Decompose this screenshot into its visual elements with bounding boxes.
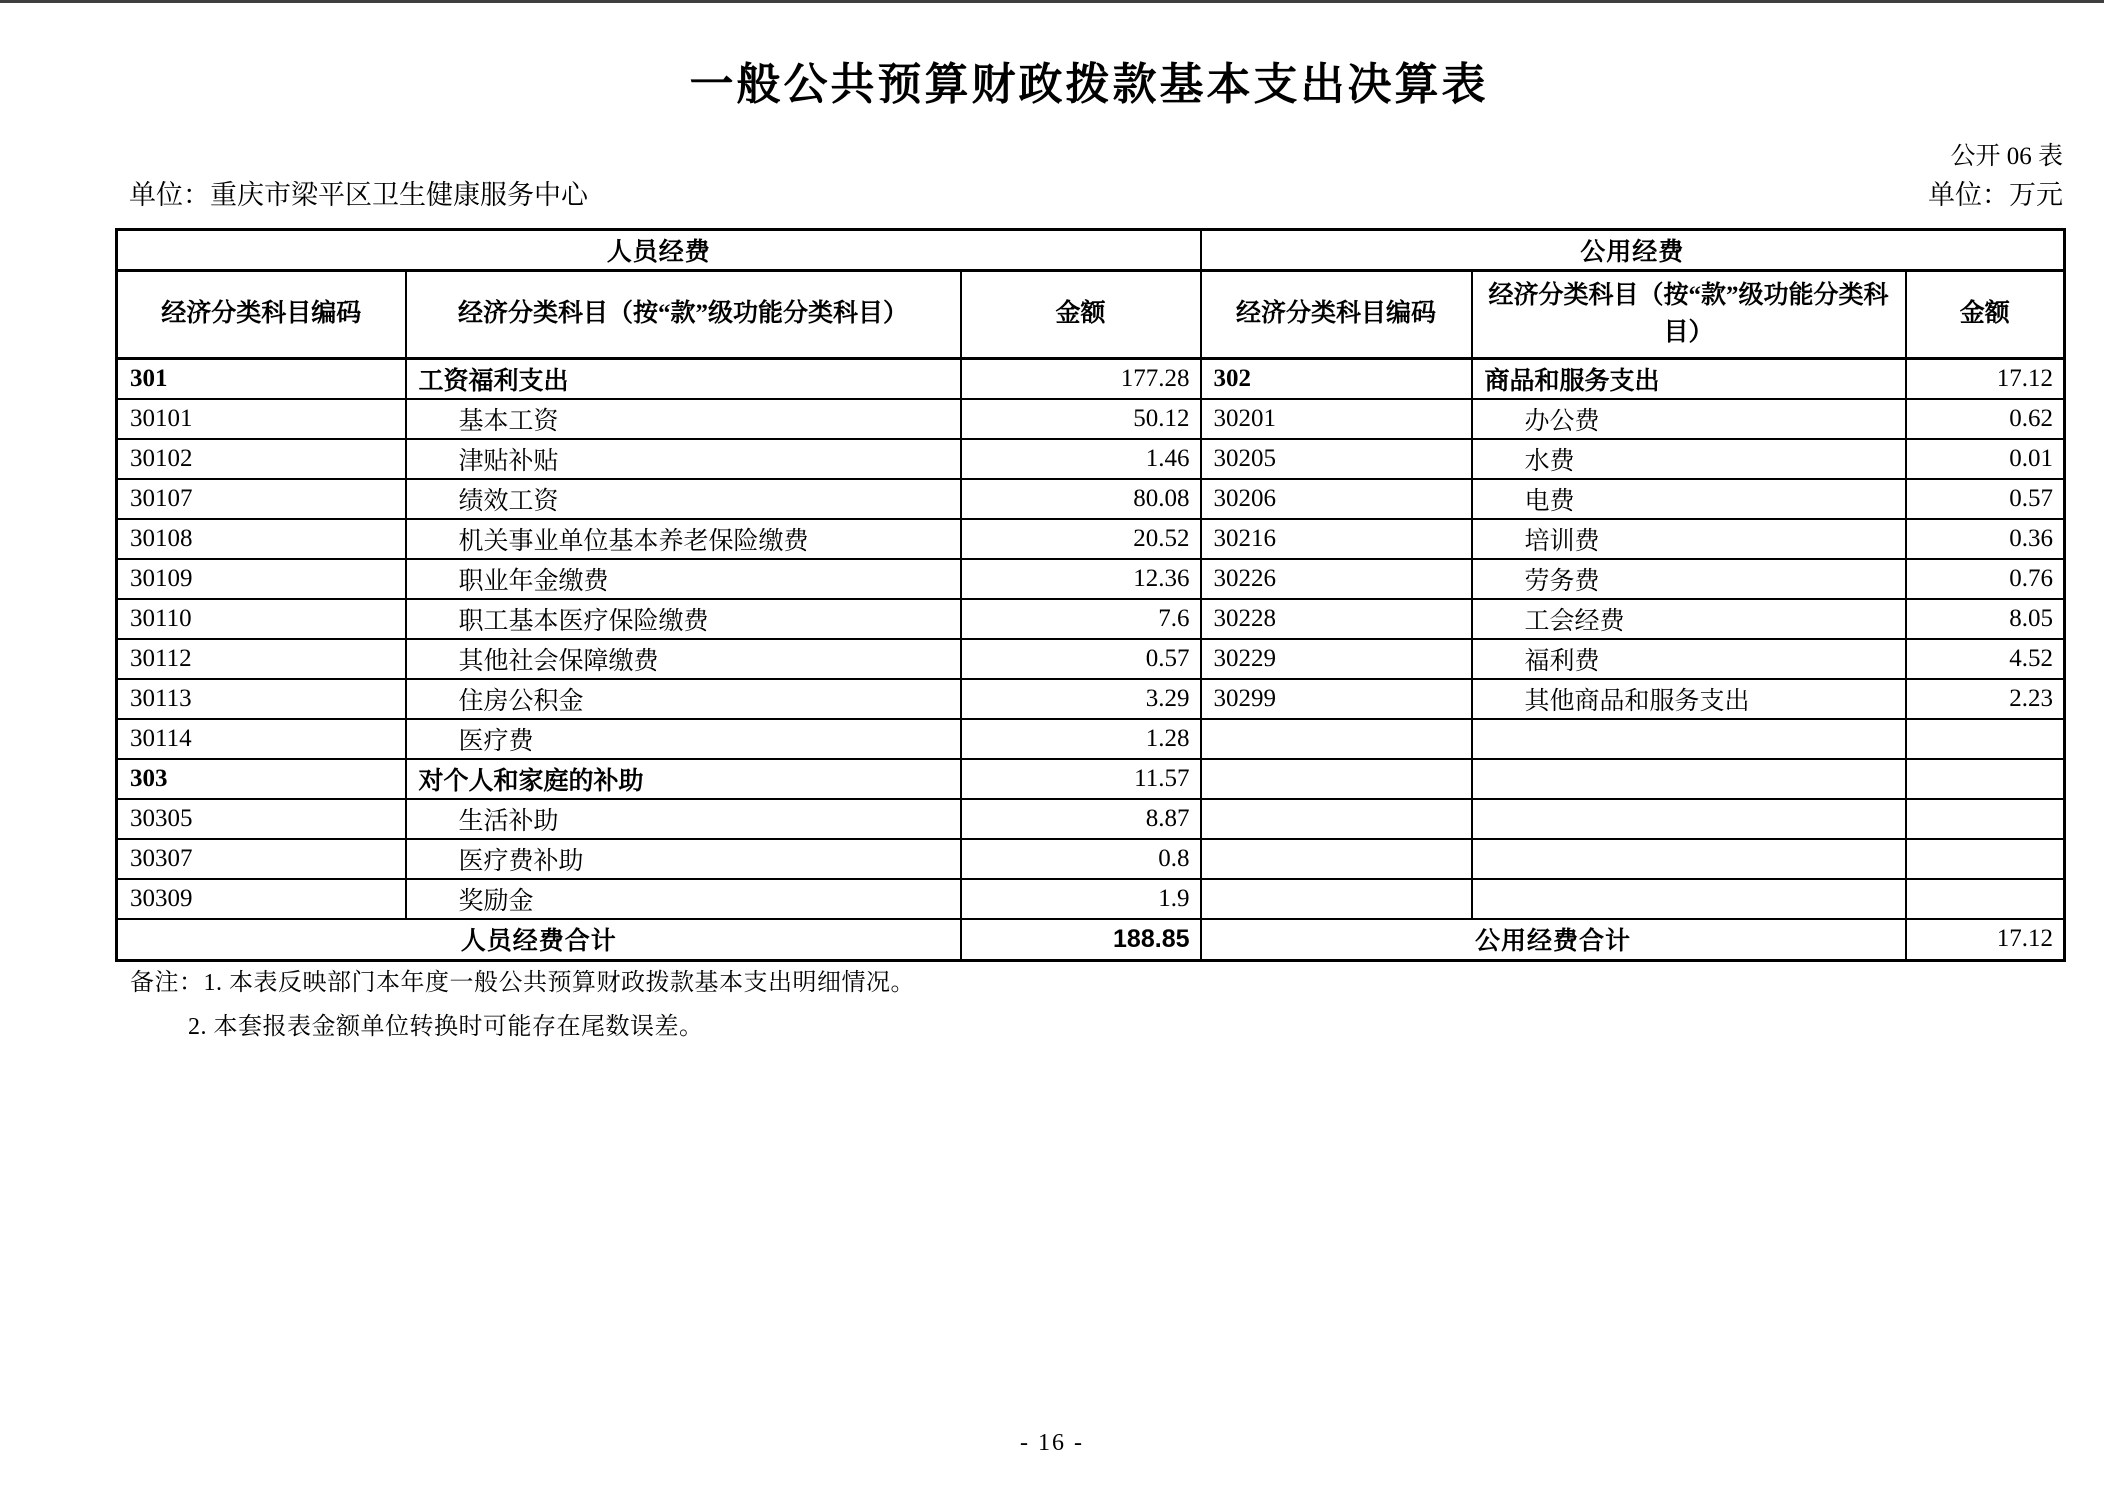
left-code: 30109	[117, 559, 406, 599]
unit-row	[115, 176, 2063, 212]
left-subject: 津贴补贴	[406, 439, 961, 479]
expenditure-table	[115, 228, 2066, 962]
right-code: 30299	[1201, 679, 1472, 719]
right-subject: 电费	[1472, 479, 1906, 519]
right-code	[1201, 839, 1472, 879]
column-header-row	[117, 271, 2065, 359]
left-code: 30114	[117, 719, 406, 759]
right-subject: 办公费	[1472, 399, 1906, 439]
right-subject	[1472, 719, 1906, 759]
left-code: 30113	[117, 679, 406, 719]
table-row	[117, 559, 2065, 599]
table-row	[117, 639, 2065, 679]
left-amount: 20.52	[961, 519, 1201, 559]
public-funds-total-label: 公用经费合计	[1201, 919, 1906, 960]
table-row	[117, 519, 2065, 559]
left-code: 30108	[117, 519, 406, 559]
left-amount: 177.28	[961, 359, 1201, 400]
right-subject: 商品和服务支出	[1472, 359, 1906, 400]
table-row	[117, 599, 2065, 639]
table-row	[117, 679, 2065, 719]
table-row	[117, 399, 2065, 439]
right-amount	[1906, 759, 2065, 799]
left-code: 30309	[117, 879, 406, 919]
right-amount: 2.23	[1906, 679, 2065, 719]
right-code: 30206	[1201, 479, 1472, 519]
left-code: 303	[117, 759, 406, 799]
right-subject: 水费	[1472, 439, 1906, 479]
left-amount: 1.46	[961, 439, 1201, 479]
left-subject: 机关事业单位基本养老保险缴费	[406, 519, 961, 559]
left-code: 30112	[117, 639, 406, 679]
personnel-funds-total-amount: 188.85	[961, 919, 1201, 960]
left-code: 30101	[117, 399, 406, 439]
total-row	[117, 919, 2065, 960]
left-code-header: 经济分类科目编码	[117, 271, 406, 359]
right-subject-header: 经济分类科目（按“款”级功能分类科目）	[1472, 271, 1906, 359]
left-subject: 对个人和家庭的补助	[406, 759, 961, 799]
left-subject: 职业年金缴费	[406, 559, 961, 599]
right-amount	[1906, 839, 2065, 879]
left-amount-header: 金额	[961, 271, 1201, 359]
right-code	[1201, 719, 1472, 759]
right-code	[1201, 759, 1472, 799]
table-row	[117, 839, 2065, 879]
personnel-funds-total-label: 人员经费合计	[117, 919, 961, 960]
right-code	[1201, 879, 1472, 919]
right-subject	[1472, 839, 1906, 879]
left-code: 30102	[117, 439, 406, 479]
right-amount: 0.57	[1906, 479, 2065, 519]
left-subject: 医疗费补助	[406, 839, 961, 879]
right-code: 302	[1201, 359, 1472, 400]
right-subject	[1472, 799, 1906, 839]
public-funds-group-header: 公用经费	[1201, 230, 2065, 271]
right-code: 30226	[1201, 559, 1472, 599]
public-funds-total-amount: 17.12	[1906, 919, 2065, 960]
table-row	[117, 479, 2065, 519]
left-amount: 1.9	[961, 879, 1201, 919]
left-amount: 0.8	[961, 839, 1201, 879]
left-subject: 生活补助	[406, 799, 961, 839]
right-subject: 工会经费	[1472, 599, 1906, 639]
table-row	[117, 719, 2065, 759]
right-amount: 0.36	[1906, 519, 2065, 559]
left-code: 30307	[117, 839, 406, 879]
org-unit-label: 单位：重庆市梁平区卫生健康服务中心	[129, 180, 588, 210]
amount-unit-label: 单位：万元	[1928, 180, 2063, 210]
left-subject: 住房公积金	[406, 679, 961, 719]
left-amount: 7.6	[961, 599, 1201, 639]
right-code: 30229	[1201, 639, 1472, 679]
right-subject: 福利费	[1472, 639, 1906, 679]
right-subject: 劳务费	[1472, 559, 1906, 599]
left-code: 30107	[117, 479, 406, 519]
page-number: - 16 -	[1020, 1430, 1084, 1456]
footnote-2: 2. 本套报表金额单位转换时可能存在尾数误差。	[188, 1014, 704, 1040]
right-subject: 培训费	[1472, 519, 1906, 559]
window-top-edge	[0, 0, 2104, 3]
right-amount: 17.12	[1906, 359, 2065, 400]
right-subject	[1472, 759, 1906, 799]
right-subject: 其他商品和服务支出	[1472, 679, 1906, 719]
group-header-row	[117, 230, 2065, 271]
right-code	[1201, 799, 1472, 839]
left-code: 30110	[117, 599, 406, 639]
right-amount: 0.01	[1906, 439, 2065, 479]
left-amount: 50.12	[961, 399, 1201, 439]
right-subject	[1472, 879, 1906, 919]
left-subject: 基本工资	[406, 399, 961, 439]
footnote-1: 备注：1. 本表反映部门本年度一般公共预算财政拨款基本支出明细情况。	[130, 970, 915, 996]
right-code: 30228	[1201, 599, 1472, 639]
personnel-funds-group-header: 人员经费	[117, 230, 1201, 271]
table-row	[117, 879, 2065, 919]
left-subject: 绩效工资	[406, 479, 961, 519]
left-code: 301	[117, 359, 406, 400]
right-code: 30216	[1201, 519, 1472, 559]
left-amount: 1.28	[961, 719, 1201, 759]
table-row	[117, 799, 2065, 839]
right-amount: 0.76	[1906, 559, 2065, 599]
left-subject: 其他社会保障缴费	[406, 639, 961, 679]
left-code: 30305	[117, 799, 406, 839]
left-subject: 职工基本医疗保险缴费	[406, 599, 961, 639]
left-subject: 医疗费	[406, 719, 961, 759]
right-code: 30205	[1201, 439, 1472, 479]
right-amount: 8.05	[1906, 599, 2065, 639]
right-code: 30201	[1201, 399, 1472, 439]
table-code-label: 公开 06 表	[1950, 143, 2063, 170]
right-amount	[1906, 719, 2065, 759]
left-amount: 12.36	[961, 559, 1201, 599]
right-code-header: 经济分类科目编码	[1201, 271, 1472, 359]
right-amount	[1906, 799, 2065, 839]
page-title: 一般公共预算财政拨款基本支出决算表	[689, 60, 1489, 109]
left-subject: 奖励金	[406, 879, 961, 919]
right-amount	[1906, 879, 2065, 919]
left-subject-header: 经济分类科目（按“款”级功能分类科目）	[406, 271, 961, 359]
left-amount: 3.29	[961, 679, 1201, 719]
left-amount: 0.57	[961, 639, 1201, 679]
left-subject: 工资福利支出	[406, 359, 961, 400]
right-amount-header: 金额	[1906, 271, 2065, 359]
right-amount: 4.52	[1906, 639, 2065, 679]
left-amount: 80.08	[961, 479, 1201, 519]
left-amount: 8.87	[961, 799, 1201, 839]
table-row	[117, 759, 2065, 799]
left-amount: 11.57	[961, 759, 1201, 799]
table-row	[117, 359, 2065, 400]
right-amount: 0.62	[1906, 399, 2065, 439]
table-row	[117, 439, 2065, 479]
